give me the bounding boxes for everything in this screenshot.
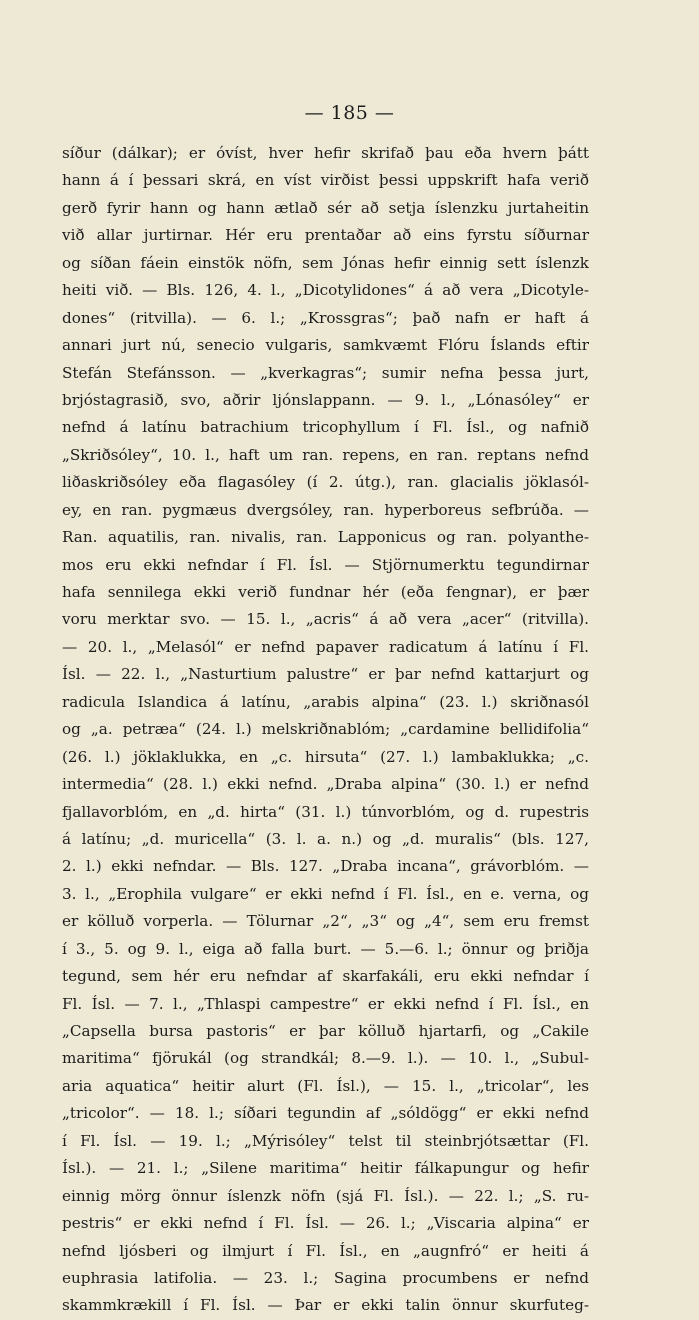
text-line: síður (dálkar); er óvíst, hver hefir skrifað þau eða hvern þátt [62,144,589,162]
text-line: brjóstagrasið, svo, aðrir ljónslappann. — 9. l., „Lónasóley“ er [62,390,589,409]
text-line: „tricolor“. — 18. l.; síðari tegundin af „sóldögg“ er ekki nefnd [62,1104,589,1123]
text-line: euphrasia latifolia. — 23. l.; Sagina procumbens er nefnd [62,1268,589,1287]
text-line: í Fl. Ísl. — 19. l.; „Mýrisóley“ telst til steinbrjótsættar (Fl. [62,1131,589,1150]
text-line: ey, en ran. pygmæus dvergsóley, ran. hyperboreus sefbrúða. — [62,500,589,519]
text-line: — 20. l., „Melasól“ er nefnd papaver radicatum á latínu í Fl. [62,637,589,656]
text-line: liðaskriðsóley eða flagasóley (í 2. útg.), ran. glacialis jöklasól- [62,473,589,492]
text-line: skammkrækill í Fl. Ísl. — Þar er ekki talin önnur skurfuteg- [62,1296,589,1315]
text-line: 3. l., „Erophila vulgare“ er ekki nefnd í Fl. Ísl., en e. verna, og [62,884,589,903]
text-line: „Capsella bursa pastoris“ er þar kölluð hjartarfi, og „Cakile [62,1022,589,1040]
text-line: fjallavorblóm, en „d. hirta“ (31. l.) túnvorblóm, og d. rupestris [62,802,589,821]
text-line: annari jurt nú, senecio vulgaris, samkvæmt Flóru Íslands eftir [62,336,589,355]
text-line: hafa sennilega ekki verið fundnar hér (eða fengnar), er þær [62,583,589,601]
text-line: dones“ (ritvilla). — 6. l.; „Krossgras“; það nafn er haft á [62,308,589,327]
text-line: í 3., 5. og 9. l., eiga að falla burt. — 5.—6. l.; önnur og þriðja [62,939,589,958]
text-line: Ísl. — 22. l., „Nasturtium palustre“ er þar nefnd kattarjurt og [62,665,589,684]
text-line: á latínu; „d. muricella“ (3. l. a. n.) og „d. muralis“ (bls. 127, [62,829,589,848]
text-line: einnig mörg önnur íslenzk nöfn (sjá Fl. Ísl.). — 22. l.; „S. ru- [62,1186,589,1205]
text-line: og síðan fáein einstök nöfn, sem Jónas hefir einnig sett íslenzk [62,253,589,272]
text-line: gerð fyrir hann og hann ætlað sér að setja íslenzku jurtaheitin [62,198,589,217]
text-line: Ísl.). — 21. l.; „Silene maritima“ heitir fálkapungur og hefir [62,1159,589,1178]
text-line: heiti við. — Bls. 126, 4. l., „Dicotylidones“ á að vera „Dicotyle- [62,281,589,300]
text-line: Stefán Stefánsson. — „kverkagras“; sumir nefna þessa jurt, [62,363,589,382]
text-line: nefnd ljósberi og ilmjurt í Fl. Ísl., en „augnfró“ er heiti á [62,1241,589,1260]
text-line: voru merktar svo. — 15. l., „acris“ á að vera „acer“ (ritvilla). [62,610,589,629]
body-text [62,140,589,1320]
text-line: 2. l.) ekki nefndar. — Bls. 127. „Draba incana“, grávorblóm. — [62,857,589,876]
text-line: „Skriðsóley“, 10. l., haft um ran. repens, en ran. reptans nefnd [62,445,589,464]
text-line: maritima“ fjörukál (og strandkál; 8.—9. l.). — 10. l., „Subul- [62,1049,589,1068]
text-line: (26. l.) jöklaklukka, en „c. hirsuta“ (27. l.) lambaklukka; „c. [62,747,589,766]
text-line: hann á í þessari skrá, en víst virðist þessi uppskrift hafa verið [62,171,589,190]
text-line: nefnd á latínu batrachium tricophyllum í Fl. Ísl., og nafnið [62,418,589,437]
text-line: mos eru ekki nefndar í Fl. Ísl. — Stjörnumerktu tegundirnar [62,555,589,574]
text-line: tegund, sem hér eru nefndar af skarfakáli, eru ekki nefndar í [62,967,589,986]
text-line: Fl. Ísl. — 7. l., „Thlaspi campestre“ er ekki nefnd í Fl. Ísl., en [62,994,589,1013]
page-number: — 185 — [304,102,395,124]
text-line: aria aquatica“ heitir alurt (Fl. Ísl.), — 15. l., „tricolar“, les [62,1076,589,1095]
text-line: radicula Islandica á latínu, „arabis alpina“ (23. l.) skriðnasól [62,692,589,711]
text-line: og „a. petræa“ (24. l.) melskriðnablóm; „cardamine bellidifolia“ [62,720,589,739]
text-line: við allar jurtirnar. Hér eru prentaðar að eins fyrstu síðurnar [62,226,589,245]
text-line: pestris“ er ekki nefnd í Fl. Ísl. — 26. l.; „Viscaria alpina“ er [62,1214,589,1233]
text-line: er kölluð vorperla. — Tölurnar „2“, „3“ og „4“, sem eru fremst [62,912,589,931]
text-line: Ran. aquatilis, ran. nivalis, ran. Lapponicus og ran. polyanthe- [62,528,589,547]
text-line: intermedia“ (28. l.) ekki nefnd. „Draba alpina“ (30. l.) er nefnd [62,775,589,794]
